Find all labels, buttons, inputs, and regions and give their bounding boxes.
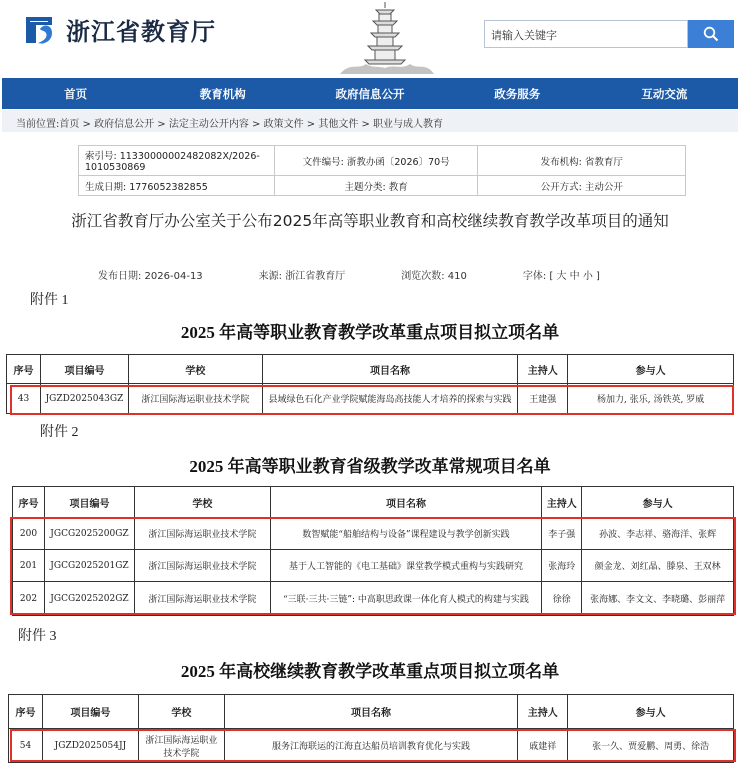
table-cell: JGZD2025054JJ [42, 729, 138, 763]
table-cell: 李子强 [542, 518, 582, 550]
nav-item-interaction[interactable]: 互动交流 [641, 86, 688, 101]
table-cell: JGCG2025202GZ [44, 582, 134, 616]
table-header: 参与人 [582, 487, 734, 518]
table-row [9, 729, 734, 763]
attachment-2-table [12, 486, 734, 616]
table-row [13, 582, 734, 616]
table-cell: 浙江国际海运职业技术学院 [134, 550, 270, 582]
table-cell: JGCG2025201GZ [44, 550, 134, 582]
table-cell: 孙波、李志祥、骆海洋、张辉 [582, 518, 734, 550]
table-header: 学校 [138, 695, 224, 729]
source: 来源: 浙江省教育厅 [258, 271, 346, 282]
meta-publicity: 公开方式: 主动公开 [478, 176, 686, 196]
table-cell: 浙江国际海运职业技术学院 [128, 384, 262, 414]
table-header: 项目名称 [224, 695, 517, 729]
table-cell: 54 [9, 729, 43, 763]
table-cell: 张海玲 [542, 550, 582, 582]
table-cell: 王建强 [518, 384, 568, 414]
table-header: 序号 [9, 695, 43, 729]
table-cell: “三联·三共·三链”: 中高职思政课一体化育人模式的构建与实践 [270, 582, 542, 616]
attachment-1-table [6, 354, 734, 414]
table-header: 项目编号 [42, 695, 138, 729]
table-row [7, 384, 734, 414]
attachment-3-label: 附件 3 [18, 629, 57, 644]
table-header: 项目名称 [270, 487, 542, 518]
table-header: 序号 [7, 355, 41, 384]
document-info-bar [98, 267, 658, 282]
table-cell: 浙江国际海运职业技术学院 [134, 582, 270, 616]
table-cell: 200 [13, 518, 45, 550]
nav-item-gov-info[interactable]: 政府信息公开 [335, 86, 405, 101]
table-cell: 戚建祥 [518, 729, 568, 763]
table-cell: 张一久、贾爱鹏、周勇、徐浩 [568, 729, 734, 763]
search-bar [484, 20, 734, 48]
table-header: 项目编号 [44, 487, 134, 518]
table-cell: 数智赋能“船舶结构与设备”课程建设与教学创新实践 [270, 518, 542, 550]
meta-index-no: 索引号: 11330000002482082X/2026-1010530869 [79, 146, 275, 176]
attachment-2-title: 2025 年高等职业教育省级教学改革常规项目名单 [189, 457, 551, 476]
search-input[interactable]: 请输入关键字 [484, 20, 688, 48]
table-row [13, 550, 734, 582]
table-header: 主持人 [518, 355, 568, 384]
table-header: 学校 [128, 355, 262, 384]
meta-doc-no: 文件编号: 浙教办函〔2026〕70号 [274, 146, 478, 176]
table-cell: 张海娜、李文文、李晓璐、彭丽萍 [582, 582, 734, 616]
attachment-3-title: 2025 年高校继续教育教学改革重点项目拟立项名单 [180, 662, 560, 681]
table-cell: 杨加力, 张乐, 汤铁英, 罗威 [568, 384, 734, 414]
table-cell: 202 [13, 582, 45, 616]
site-header [0, 0, 740, 78]
table-cell: 基于人工智能的《电工基础》课堂教学模式重构与实践研究 [270, 550, 542, 582]
breadcrumb: 当前位置:首页 > 政府信息公开 > 法定主动公开内容 > 政策文件 > 其他文件 > 职业与成人教育 [2, 110, 738, 132]
font-size-control[interactable]: 字体: [ 大 中 小 ] [522, 271, 600, 282]
table-cell: 浙江国际海运职业技术学院 [138, 729, 224, 763]
table-header: 参与人 [568, 355, 734, 384]
table-row [13, 518, 734, 550]
table-cell: 201 [13, 550, 45, 582]
table-cell: JGCG2025200GZ [44, 518, 134, 550]
view-count: 浏览次数: 410 [401, 271, 467, 282]
table-header: 学校 [134, 487, 270, 518]
table-header: 主持人 [542, 487, 582, 518]
table-cell: 服务江海联运的江海直达船员培训教育优化与实践 [224, 729, 517, 763]
attachment-2-label: 附件 2 [40, 425, 79, 440]
page-title: 浙江省教育厅办公室关于公布2025年高等职业教育和高校继续教育教学改革项目的通知 [71, 212, 669, 230]
meta-category: 主题分类: 教育 [274, 176, 478, 196]
site-logo[interactable] [22, 12, 216, 47]
table-cell: 徐徐 [542, 582, 582, 616]
table-cell: 县域绿色石化产业学院赋能海岛高技能人才培养的探索与实践 [262, 384, 518, 414]
table-cell: 颜金龙、刘红晶、滕泉、王双林 [582, 550, 734, 582]
logo-emblem-icon [22, 13, 56, 47]
attachment-1-title: 2025 年高等职业教育教学改革重点项目拟立项名单 [180, 323, 560, 342]
site-name: 浙江省教育厅 [66, 18, 216, 46]
meta-created: 生成日期: 1776052382855 [79, 176, 275, 196]
table-header: 主持人 [518, 695, 568, 729]
table-cell: 43 [7, 384, 41, 414]
attachment-1-label: 附件 1 [30, 293, 69, 308]
table-header: 参与人 [568, 695, 734, 729]
table-cell: 浙江国际海运职业技术学院 [134, 518, 270, 550]
table-header: 项目编号 [40, 355, 128, 384]
main-nav [2, 78, 738, 109]
publish-date: 发布日期: 2026-04-13 [98, 271, 203, 282]
search-button[interactable] [688, 20, 734, 48]
document-meta-table [78, 145, 686, 196]
table-header: 序号 [13, 487, 45, 518]
meta-issuer: 发布机构: 省教育厅 [478, 146, 686, 176]
search-icon [703, 26, 719, 42]
nav-item-services[interactable]: 政务服务 [494, 86, 541, 101]
nav-item-home[interactable]: 首页 [64, 86, 88, 101]
pagoda-illustration-icon [330, 0, 440, 76]
nav-item-institutions[interactable]: 教育机构 [199, 86, 246, 101]
table-cell: JGZD2025043GZ [40, 384, 128, 414]
attachment-3-table [8, 694, 734, 763]
table-header: 项目名称 [262, 355, 518, 384]
